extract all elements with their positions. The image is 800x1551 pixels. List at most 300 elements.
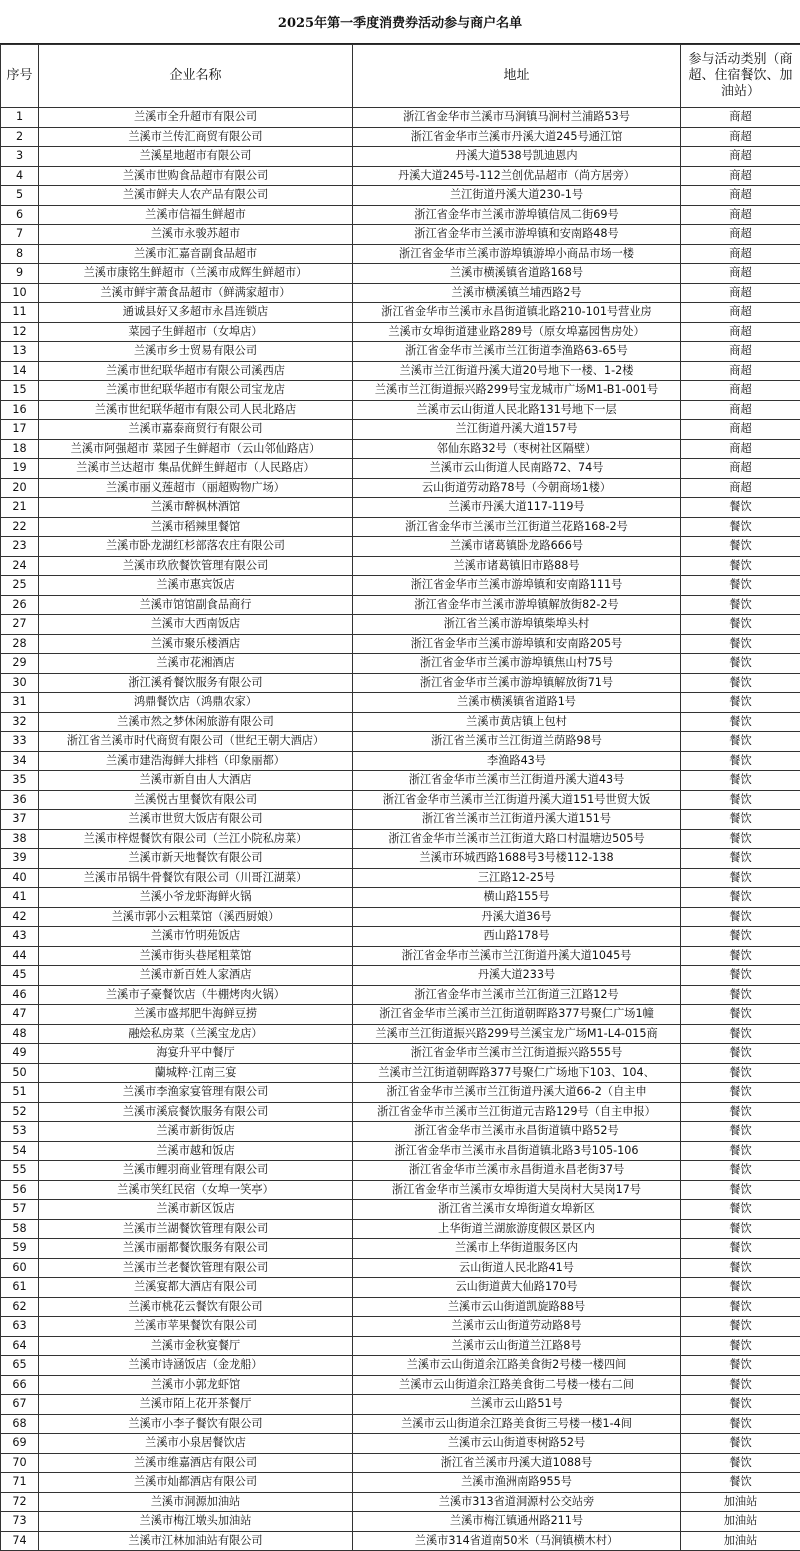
address-cell: 兰溪市横溪镇省道路168号 [353,264,681,284]
category-cell: 餐饮 [681,537,800,557]
company-name-cell: 兰溪市世购食品超市有限公司 [39,166,353,186]
category-cell: 餐饮 [681,732,800,752]
address-cell: 兰溪市云山街道人民南路72、74号 [353,459,681,479]
category-cell: 餐饮 [681,1141,800,1161]
row-number-cell: 25 [1,576,39,596]
company-name-cell: 兰溪市兰老餐饮管理有限公司 [39,1258,353,1278]
row-number-cell: 24 [1,556,39,576]
category-cell: 餐饮 [681,712,800,732]
table-row [1,966,800,986]
company-name-cell: 兰溪市小李子餐饮有限公司 [39,1414,353,1434]
table-row [1,225,800,245]
address-cell: 云山街道劳动路78号（今朝商场1楼） [353,478,681,498]
row-number-cell: 58 [1,1219,39,1239]
table-row [1,1297,800,1317]
company-name-cell: 海宴升平中餐厅 [39,1044,353,1064]
address-cell: 浙江省兰溪市游埠镇柴埠头村 [353,615,681,635]
company-name-cell: 兰溪市鲜宇萧食品超市（鲜满家超市） [39,283,353,303]
row-number-cell: 12 [1,322,39,342]
row-number-cell: 42 [1,907,39,927]
category-cell: 商超 [681,381,800,401]
table-row [1,576,800,596]
address-cell: 浙江省兰溪市兰江街道丹溪大道151号 [353,810,681,830]
address-cell: 浙江省金华市兰溪市游埠镇和安南路111号 [353,576,681,596]
address-cell: 兰溪市兰江街道振兴路299号兰溪宝龙广场M1-L4-015商 [353,1024,681,1044]
table-row [1,147,800,167]
row-number-cell: 7 [1,225,39,245]
category-cell: 餐饮 [681,1356,800,1376]
address-cell: 兰溪市云山街道兰江路8号 [353,1336,681,1356]
category-cell: 餐饮 [681,927,800,947]
company-name-cell: 蘭城粹·江南三宴 [39,1063,353,1083]
company-name-cell: 兰溪市世纪联华超市有限公司溪西店 [39,361,353,381]
row-number-cell: 66 [1,1375,39,1395]
table-row [1,771,800,791]
company-name-cell: 兰溪市聚乐楼酒店 [39,634,353,654]
category-cell: 餐饮 [681,907,800,927]
address-cell: 浙江省金华市兰溪市永昌街道镇北路3号105-106 [353,1141,681,1161]
company-name-cell: 兰溪市世纪联华超市有限公司人民北路店 [39,400,353,420]
category-cell: 餐饮 [681,654,800,674]
row-number-cell: 13 [1,342,39,362]
address-cell: 三江路12-25号 [353,868,681,888]
table-row [1,1180,800,1200]
row-number-cell: 65 [1,1356,39,1376]
address-cell: 浙江省金华市兰溪市兰江街道丹溪大道1045号 [353,946,681,966]
table-row [1,654,800,674]
table-row [1,1141,800,1161]
table-row [1,283,800,303]
table-row [1,985,800,1005]
category-cell: 餐饮 [681,1063,800,1083]
row-number-cell: 45 [1,966,39,986]
address-cell: 兰溪市云山街道劳动路8号 [353,1317,681,1337]
company-name-cell: 兰溪市桃花云餐饮有限公司 [39,1297,353,1317]
category-cell: 餐饮 [681,517,800,537]
row-number-cell: 47 [1,1005,39,1025]
company-name-cell: 兰溪市梓煜餐饮有限公司（兰江小院私房菜） [39,829,353,849]
category-cell: 餐饮 [681,1375,800,1395]
category-cell: 餐饮 [681,849,800,869]
table-row [1,1219,800,1239]
category-cell: 餐饮 [681,634,800,654]
table-row [1,322,800,342]
category-cell: 商超 [681,478,800,498]
address-cell: 浙江省兰溪市丹溪大道1088号 [353,1453,681,1473]
category-cell: 商超 [681,342,800,362]
company-name-cell: 兰溪市醉枫林酒馆 [39,498,353,518]
header-company-name: 企业名称 [39,45,353,108]
category-cell: 餐饮 [681,1239,800,1259]
category-cell: 餐饮 [681,966,800,986]
category-cell: 餐饮 [681,576,800,596]
table-row [1,1375,800,1395]
table-row [1,1356,800,1376]
row-number-cell: 28 [1,634,39,654]
address-cell: 兰溪市上华街道服务区内 [353,1239,681,1259]
company-name-cell: 兰溪市然之梦休闲旅游有限公司 [39,712,353,732]
table-header [1,45,800,108]
table-row [1,517,800,537]
company-name-cell: 兰溪市乡士贸易有限公司 [39,342,353,362]
row-number-cell: 61 [1,1278,39,1298]
address-cell: 丹溪大道36号 [353,907,681,927]
category-cell: 商超 [681,303,800,323]
category-cell: 餐饮 [681,1473,800,1493]
table-row [1,907,800,927]
address-cell: 兰溪市云山街道余江路美食街三号楼一楼1-4间 [353,1414,681,1434]
company-name-cell: 兰溪市建浩海鲜大排档（印象丽都） [39,751,353,771]
row-number-cell: 53 [1,1122,39,1142]
category-cell: 餐饮 [681,1024,800,1044]
category-cell: 餐饮 [681,673,800,693]
company-name-cell: 兰溪市金秋宴餐厅 [39,1336,353,1356]
address-cell: 云山街道黄大仙路170号 [353,1278,681,1298]
table-row [1,595,800,615]
company-name-cell: 兰溪市稻辣里餐馆 [39,517,353,537]
row-number-cell: 56 [1,1180,39,1200]
table-row [1,205,800,225]
category-cell: 商超 [681,420,800,440]
address-cell: 浙江省金华市兰溪市兰江街道元吉路129号（自主申报） [353,1102,681,1122]
address-cell: 兰溪市横溪镇兰埔西路2号 [353,283,681,303]
company-name-cell: 浙江溪肴餐饮服务有限公司 [39,673,353,693]
table-row [1,615,800,635]
header-row [1,45,800,108]
header-no: 序号 [1,45,39,108]
row-number-cell: 57 [1,1200,39,1220]
table-row [1,732,800,752]
table-row [1,303,800,323]
category-cell: 餐饮 [681,1395,800,1415]
category-cell: 餐饮 [681,771,800,791]
row-number-cell: 48 [1,1024,39,1044]
category-cell: 餐饮 [681,1434,800,1454]
table-row [1,1200,800,1220]
company-name-cell: 兰溪市康铭生鲜超市（兰溪市成辉生鲜超市） [39,264,353,284]
table-row [1,244,800,264]
row-number-cell: 18 [1,439,39,459]
row-number-cell: 20 [1,478,39,498]
row-number-cell: 51 [1,1083,39,1103]
address-cell: 兰溪市女埠街道建业路289号（原女埠嘉园售房处） [353,322,681,342]
company-name-cell: 兰溪市鲤羽商业管理有限公司 [39,1161,353,1181]
category-cell: 商超 [681,186,800,206]
table-row [1,537,800,557]
header-category: 参与活动类别（商超、住宿餐饮、加油站） [681,45,800,108]
table-row [1,1063,800,1083]
company-name-cell: 兰溪市兰传汇商贸有限公司 [39,127,353,147]
table-row [1,1531,800,1551]
company-name-cell: 融烩私房菜（兰溪宝龙店） [39,1024,353,1044]
company-name-cell: 兰溪市兰湖餐饮管理有限公司 [39,1219,353,1239]
address-cell: 浙江省金华市兰溪市游埠镇和安南路205号 [353,634,681,654]
category-cell: 商超 [681,244,800,264]
category-cell: 餐饮 [681,1317,800,1337]
row-number-cell: 70 [1,1453,39,1473]
row-number-cell: 16 [1,400,39,420]
row-number-cell: 73 [1,1512,39,1532]
table-row [1,673,800,693]
address-cell: 浙江省金华市兰溪市兰江街道丹溪大道151号世贸大饭 [353,790,681,810]
table-row [1,829,800,849]
category-cell: 餐饮 [681,1453,800,1473]
address-cell: 浙江省金华市兰溪市游埠镇信凤二街69号 [353,205,681,225]
row-number-cell: 22 [1,517,39,537]
table-row [1,1336,800,1356]
table-row [1,849,800,869]
company-name-cell: 兰溪市子豪餐饮店（牛棚烤肉火锅） [39,985,353,1005]
company-name-cell: 兰溪市越和饭店 [39,1141,353,1161]
company-name-cell: 兰溪市吊锅牛骨餐饮有限公司（川哥江湖菜） [39,868,353,888]
category-cell: 餐饮 [681,1161,800,1181]
category-cell: 商超 [681,459,800,479]
table-row [1,1414,800,1434]
table-row [1,361,800,381]
table-row [1,1024,800,1044]
company-name-cell: 兰溪市新天地餐饮有限公司 [39,849,353,869]
address-cell: 兰溪市314省道南50米（马涧镇横木村） [353,1531,681,1551]
row-number-cell: 32 [1,712,39,732]
company-name-cell: 兰溪市阿强超市 菜园子生鲜超市（云山邻仙路店） [39,439,353,459]
row-number-cell: 49 [1,1044,39,1064]
company-name-cell: 兰溪市溪宸餐饮服务有限公司 [39,1102,353,1122]
row-number-cell: 43 [1,927,39,947]
address-cell: 兰溪市渔洲南路955号 [353,1473,681,1493]
table-row [1,868,800,888]
sheet-title: 2025年第一季度消费券活动参与商户名单 [0,0,800,44]
header-address: 地址 [353,45,681,108]
category-cell: 商超 [681,108,800,128]
category-cell: 商超 [681,400,800,420]
company-name-cell: 兰溪市世贸大饭店有限公司 [39,810,353,830]
company-name-cell: 兰溪市世纪联华超市有限公司宝龙店 [39,381,353,401]
address-cell: 兰溪市横溪镇省道路1号 [353,693,681,713]
company-name-cell: 兰溪市竹明苑饭店 [39,927,353,947]
category-cell: 商超 [681,322,800,342]
address-cell: 浙江省金华市兰溪市永昌街道永昌老街37号 [353,1161,681,1181]
table-row [1,1278,800,1298]
category-cell: 商超 [681,127,800,147]
table-row [1,1083,800,1103]
table-row [1,810,800,830]
row-number-cell: 27 [1,615,39,635]
table-row [1,186,800,206]
address-cell: 浙江省金华市兰溪市兰江街道朝晖路377号聚仁广场1幢 [353,1005,681,1025]
category-cell: 餐饮 [681,615,800,635]
table-row [1,693,800,713]
address-cell: 兰溪市云山路51号 [353,1395,681,1415]
row-number-cell: 34 [1,751,39,771]
table-row [1,1005,800,1025]
category-cell: 商超 [681,166,800,186]
address-cell: 浙江省金华市兰溪市游埠镇解放街71号 [353,673,681,693]
table-row [1,927,800,947]
company-name-cell: 兰溪市苹果餐饮有限公司 [39,1317,353,1337]
merchant-table [0,44,800,1551]
category-cell: 餐饮 [681,1200,800,1220]
row-number-cell: 72 [1,1492,39,1512]
row-number-cell: 60 [1,1258,39,1278]
address-cell: 兰溪市黄店镇上包村 [353,712,681,732]
category-cell: 餐饮 [681,498,800,518]
row-number-cell: 17 [1,420,39,440]
address-cell: 兰溪市云山街道枣树路52号 [353,1434,681,1454]
category-cell: 餐饮 [681,790,800,810]
address-cell: 浙江省金华市兰溪市兰江街道李渔路63-65号 [353,342,681,362]
address-cell: 云山街道人民北路41号 [353,1258,681,1278]
table-row [1,420,800,440]
address-cell: 邻仙东路32号（枣树社区隔壁） [353,439,681,459]
category-cell: 商超 [681,205,800,225]
table-row [1,264,800,284]
address-cell: 兰溪市313省道洞源村公交站旁 [353,1492,681,1512]
category-cell: 餐饮 [681,868,800,888]
address-cell: 浙江省金华市兰溪市游埠镇和安南路48号 [353,225,681,245]
table-row [1,1258,800,1278]
table-row [1,381,800,401]
category-cell: 商超 [681,264,800,284]
row-number-cell: 11 [1,303,39,323]
address-cell: 浙江省金华市兰溪市丹溪大道245号通江馆 [353,127,681,147]
table-row [1,946,800,966]
company-name-cell: 鸿鼎餐饮店（鸿鼎农家） [39,693,353,713]
category-cell: 餐饮 [681,556,800,576]
row-number-cell: 23 [1,537,39,557]
category-cell: 餐饮 [681,946,800,966]
table-row [1,459,800,479]
company-name-cell: 兰溪市梅江墩头加油站 [39,1512,353,1532]
row-number-cell: 41 [1,888,39,908]
row-number-cell: 3 [1,147,39,167]
row-number-cell: 31 [1,693,39,713]
company-name-cell: 兰溪市新街饭店 [39,1122,353,1142]
row-number-cell: 10 [1,283,39,303]
address-cell: 浙江省兰溪市兰江街道兰荫路98号 [353,732,681,752]
row-number-cell: 68 [1,1414,39,1434]
company-name-cell: 兰溪市街头巷尾粗菜馆 [39,946,353,966]
table-row [1,1512,800,1532]
company-name-cell: 兰溪市新百姓人家酒店 [39,966,353,986]
row-number-cell: 64 [1,1336,39,1356]
company-name-cell: 兰溪市花湘酒店 [39,654,353,674]
company-name-cell: 兰溪市维嘉酒店有限公司 [39,1453,353,1473]
address-cell: 浙江省金华市兰溪市游埠镇游埠小商品市场一楼 [353,244,681,264]
company-name-cell: 兰溪市新区饭店 [39,1200,353,1220]
row-number-cell: 37 [1,810,39,830]
address-cell: 兰溪市环城西路1688号3号楼112-138 [353,849,681,869]
row-number-cell: 15 [1,381,39,401]
row-number-cell: 4 [1,166,39,186]
company-name-cell: 兰溪市郭小云粗菜馆（溪西厨娘） [39,907,353,927]
row-number-cell: 69 [1,1434,39,1454]
company-name-cell: 兰溪市丽都餐饮服务有限公司 [39,1239,353,1259]
company-name-cell: 兰溪悦古里餐饮有限公司 [39,790,353,810]
address-cell: 浙江省金华市兰溪市兰江街道振兴路555号 [353,1044,681,1064]
row-number-cell: 38 [1,829,39,849]
company-name-cell: 兰溪宴都大酒店有限公司 [39,1278,353,1298]
company-name-cell: 兰溪市洞源加油站 [39,1492,353,1512]
category-cell: 餐饮 [681,693,800,713]
company-name-cell: 兰溪市信福生鲜超市 [39,205,353,225]
category-cell: 商超 [681,361,800,381]
category-cell: 加油站 [681,1531,800,1551]
row-number-cell: 21 [1,498,39,518]
table-row [1,1044,800,1064]
row-number-cell: 36 [1,790,39,810]
table-row [1,751,800,771]
address-cell: 浙江省金华市兰溪市马涧镇马涧村兰浦路53号 [353,108,681,128]
table-row [1,1395,800,1415]
row-number-cell: 50 [1,1063,39,1083]
table-row [1,166,800,186]
company-name-cell: 兰溪市小郭龙虾馆 [39,1375,353,1395]
row-number-cell: 6 [1,205,39,225]
company-name-cell: 兰溪星地超市有限公司 [39,147,353,167]
row-number-cell: 74 [1,1531,39,1551]
company-name-cell: 兰溪市馆馆副食品商行 [39,595,353,615]
company-name-cell: 兰溪市丽义莲超市（丽超购物广场） [39,478,353,498]
category-cell: 餐饮 [681,595,800,615]
category-cell: 餐饮 [681,1005,800,1025]
address-cell: 丹溪大道233号 [353,966,681,986]
company-name-cell: 兰溪市汇嘉音副食品超市 [39,244,353,264]
address-cell: 兰溪市兰江街道振兴路299号宝龙城市广场M1-B1-001号 [353,381,681,401]
category-cell: 加油站 [681,1512,800,1532]
address-cell: 丹溪大道245号-112兰创优品超市（尚方居旁） [353,166,681,186]
row-number-cell: 8 [1,244,39,264]
row-number-cell: 40 [1,868,39,888]
row-number-cell: 29 [1,654,39,674]
company-name-cell: 兰溪市全升超市有限公司 [39,108,353,128]
address-cell: 西山路178号 [353,927,681,947]
address-cell: 上华街道兰湖旅游度假区景区内 [353,1219,681,1239]
address-cell: 浙江省金华市兰溪市永昌街道镇北路210-101号营业房 [353,303,681,323]
row-number-cell: 52 [1,1102,39,1122]
address-cell: 李渔路43号 [353,751,681,771]
address-cell: 兰溪市诸葛镇卧龙路666号 [353,537,681,557]
row-number-cell: 14 [1,361,39,381]
address-cell: 丹溪大道538号凯迪恩内 [353,147,681,167]
category-cell: 餐饮 [681,1219,800,1239]
address-cell: 浙江省金华市兰溪市兰江街道兰花路168-2号 [353,517,681,537]
table-row [1,342,800,362]
row-number-cell: 46 [1,985,39,1005]
address-cell: 兰溪市丹溪大道117-119号 [353,498,681,518]
company-name-cell: 菜园子生鲜超市（女埠店） [39,322,353,342]
row-number-cell: 71 [1,1473,39,1493]
company-name-cell: 兰溪市盛邦肥牛海鲜豆捞 [39,1005,353,1025]
row-number-cell: 9 [1,264,39,284]
category-cell: 餐饮 [681,1083,800,1103]
category-cell: 餐饮 [681,1414,800,1434]
company-name-cell: 兰溪市新自由人大酒店 [39,771,353,791]
company-name-cell: 兰溪市诗涵饭店（金龙船） [39,1356,353,1376]
address-cell: 浙江省金华市兰溪市永昌街道镇中路52号 [353,1122,681,1142]
address-cell: 兰溪市云山街道余江路美食街2号楼一楼四间 [353,1356,681,1376]
table-row [1,634,800,654]
row-number-cell: 35 [1,771,39,791]
company-name-cell: 兰溪市卧龙湖红杉部落农庄有限公司 [39,537,353,557]
address-cell: 横山路155号 [353,888,681,908]
company-name-cell: 兰溪小爷龙虾海鲜火锅 [39,888,353,908]
table-row [1,888,800,908]
category-cell: 餐饮 [681,1102,800,1122]
table-row [1,712,800,732]
row-number-cell: 55 [1,1161,39,1181]
company-name-cell: 兰溪市陌上花开茶餐厅 [39,1395,353,1415]
category-cell: 餐饮 [681,888,800,908]
